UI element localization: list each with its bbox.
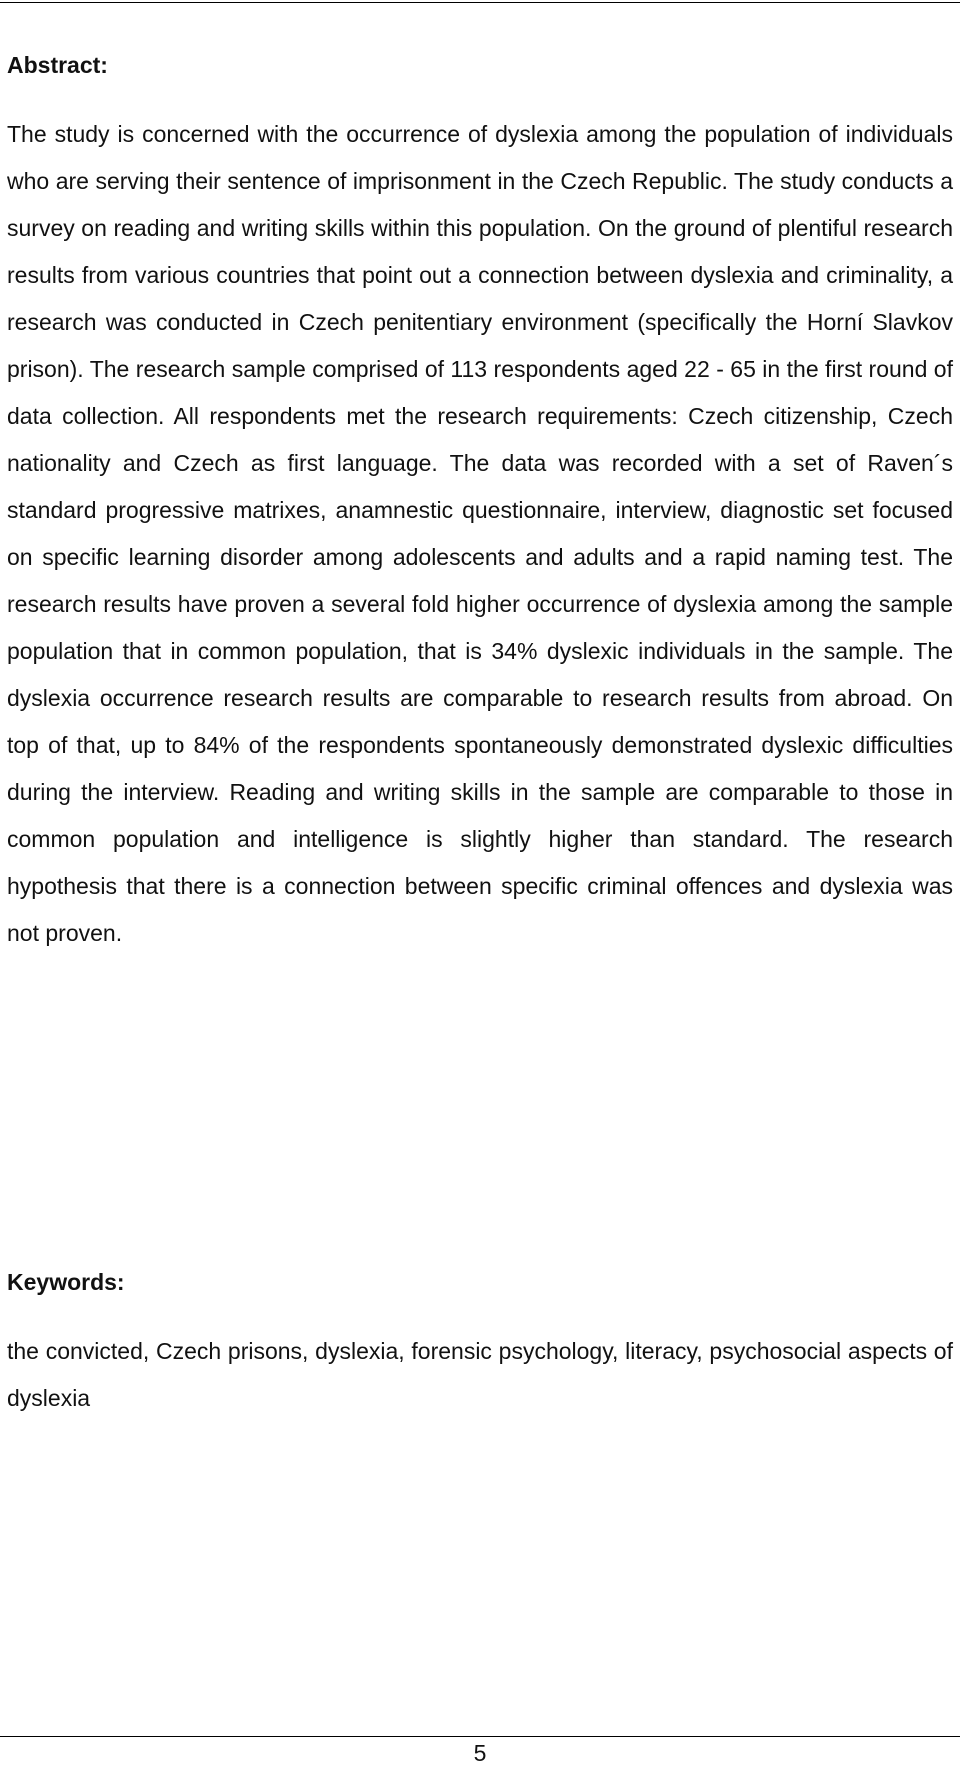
keywords-heading: Keywords: [7, 1269, 125, 1295]
header-rule [0, 2, 960, 3]
abstract-heading: Abstract: [7, 52, 108, 78]
abstract-paragraph: The study is concerned with the occurrence of dyslexia among the population of individuals who are serving their sentence of imprisonment in the Czech Republic. The study conducts a survey on reading and writing skills within this population. On the ground of plentiful research results from various countries that point out a connection between dyslexia and criminality, a research was conducted in Czech penitentiary environment (specifically the Horní Slavkov prison). The research sample comprised of 113 respondents aged 22 - 65 in the first round of data collection. All respondents met the research requirements: Czech citizenship, Czech nationality and Czech as first language. The data was recorded with a set of Raven´s standard progressive matrixes, anamnestic questionnaire, interview, diagnostic set focused on specific learning disorder among adolescents and adults and a rapid naming test. The research results have proven a several fold higher occurrence of dyslexia among the sample population that in common population, that is 34% dyslexic individuals in the sample. The dyslexia occurrence research results are comparable to research results from abroad. On top of that, up to 84% of the respondents spontaneously demonstrated dyslexic difficulties during the interview. Reading and writing skills in the sample are comparable to those in common population and intelligence is slightly higher than standard. The research hypothesis that there is a connection between specific criminal offences and dyslexia was not proven. [7, 121, 953, 946]
keywords-paragraph: the convicted, Czech prisons, dyslexia, forensic psychology, literacy, psychosocial aspects of dyslexia [7, 1338, 953, 1411]
footer-rule [0, 1736, 960, 1737]
page-number: 5 [473, 1740, 487, 1766]
